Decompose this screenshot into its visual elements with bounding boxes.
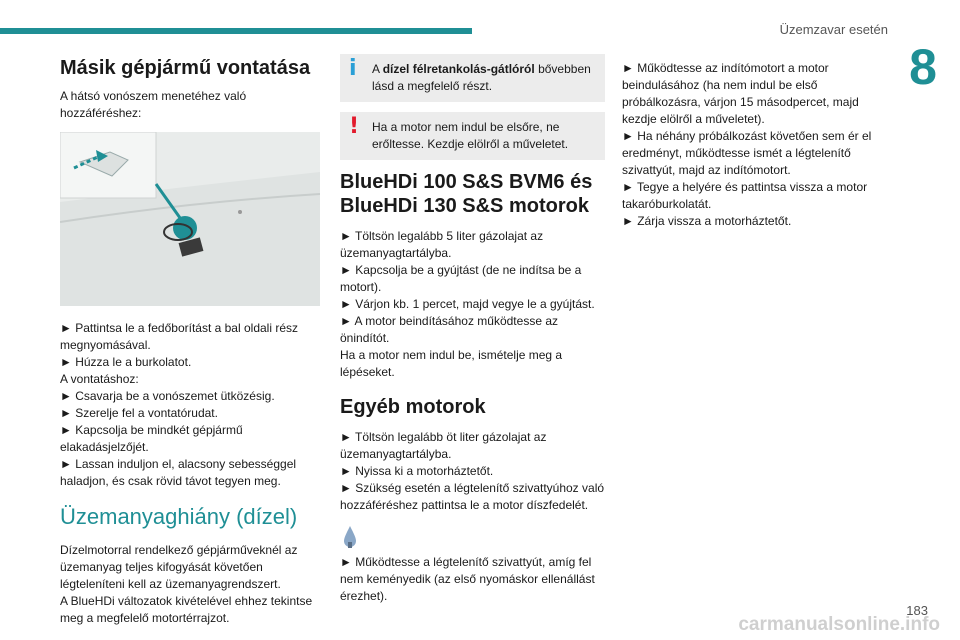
towing-subheading: A vontatáshoz: — [60, 372, 139, 386]
bluehdi-step-4: ► A motor beindításához működtesse az önindítót. — [340, 314, 558, 345]
info-prefix: A — [372, 62, 383, 76]
towing-step-4: ► Szerelje fel a vontatórudat. — [60, 406, 218, 420]
fuel-shortage-text-2: A BlueHDi változatok kivételével ehhez tekintse meg a megfelelő motortérrajzot. — [60, 594, 313, 625]
warning-text: Ha a motor nem indul be elsőre, ne erőltesse. Kezdje elölről a műveletet. — [372, 120, 569, 151]
bluehdi-heading: BlueHDi 100 S&S BVM6 és BlueHDi 130 S&S motorok — [340, 171, 593, 217]
top-accent-bar — [0, 28, 472, 34]
info-bold: dízel félretankolás-gátlóról — [382, 62, 535, 76]
fuel-pump-icon — [340, 524, 605, 550]
towing-step-6: ► Lassan induljon el, alacsony sebességgel haladjon, és csak rövid távot tegyen meg. — [60, 457, 297, 488]
towing-step-1: ► Pattintsa le a fedőborítást a bal oldali rész megnyomásával. — [60, 321, 299, 352]
info-icon: i — [349, 56, 357, 81]
info-suffix: bővebben lásd a megfelelő részt. — [372, 62, 591, 93]
section-title: Üzemzavar esetén — [779, 22, 888, 37]
right-step-3: ► Tegye a helyére és pattintsa vissza a motor takaróburkolatát. — [622, 180, 868, 211]
pump-step: ► Működtesse a légtelenítő szivattyút, amíg fel nem keményedik (az első nyomáskor ellenállást érezhet). — [340, 555, 595, 603]
info-note — [340, 54, 605, 102]
right-step-4: ► Zárja vissza a motorháztetőt. — [622, 214, 792, 228]
towing-intro: A hátsó vonószem menetéhez való hozzáféréshez: — [60, 89, 247, 120]
bluehdi-step-1: ► Töltsön legalább 5 liter gázolajat az üzemanyagtartályba. — [340, 229, 544, 260]
warning-note — [340, 112, 605, 160]
right-column — [622, 60, 890, 230]
other-step-2: ► Nyissa ki a motorháztetőt. — [340, 464, 494, 478]
towing-step-2: ► Húzza le a burkolatot. — [60, 355, 192, 369]
bluehdi-step-2: ► Kapcsolja be a gyújtást (de ne indítsa be a motort). — [340, 263, 582, 294]
right-step-2: ► Ha néhány próbálkozást követően sem ér el eredményt, működtesse ismét a légtelenítő szivattyút, majd az indítómotort. — [622, 129, 872, 177]
towing-heading: Másik gépjármű vontatása — [60, 57, 311, 79]
fuel-shortage-heading: Üzemanyaghiány (dízel) — [60, 504, 298, 529]
watermark: carmanualsonline.info — [738, 614, 940, 635]
left-column — [60, 48, 320, 627]
towing-step-5: ► Kapcsolja be mindkét gépjármű elakadásjelzőjét. — [60, 423, 243, 454]
bluehdi-step-3: ► Várjon kb. 1 percet, majd vegye le a gyújtást. — [340, 297, 595, 311]
towing-step-3: ► Csavarja be a vonószemet ütközésig. — [60, 389, 275, 403]
middle-column — [340, 48, 605, 605]
right-step-1: ► Működtesse az indítómotort a motor beindulásához (ha nem indul be első próbálkozásra, várjon 15 másodpercet, majd kezdje elölről a műveletet). — [622, 61, 859, 126]
tow-eye-illustration — [60, 132, 320, 306]
fuel-shortage-text-1: Dízelmotorral rendelkező gépjárműveknél az üzemanyag teljes kifogyását követően légteleníteni kell az üzemanyagrendszert. — [60, 543, 298, 591]
other-step-3: ► Szükség esetén a légtelenítő szivattyúhoz való hozzáféréshez pattintsa le a motor díszfedelét. — [340, 481, 605, 512]
page-number: 183 — [906, 603, 928, 618]
warning-icon: ! — [349, 114, 360, 139]
bluehdi-step-5: Ha a motor nem indul be, ismételje meg a lépéseket. — [340, 348, 563, 379]
other-step-1: ► Töltsön legalább öt liter gázolajat az üzemanyagtartályba. — [340, 430, 547, 461]
towing-illustration — [60, 132, 320, 306]
other-engines-heading: Egyéb motorok — [340, 396, 486, 418]
chapter-number: 8 — [909, 39, 937, 95]
